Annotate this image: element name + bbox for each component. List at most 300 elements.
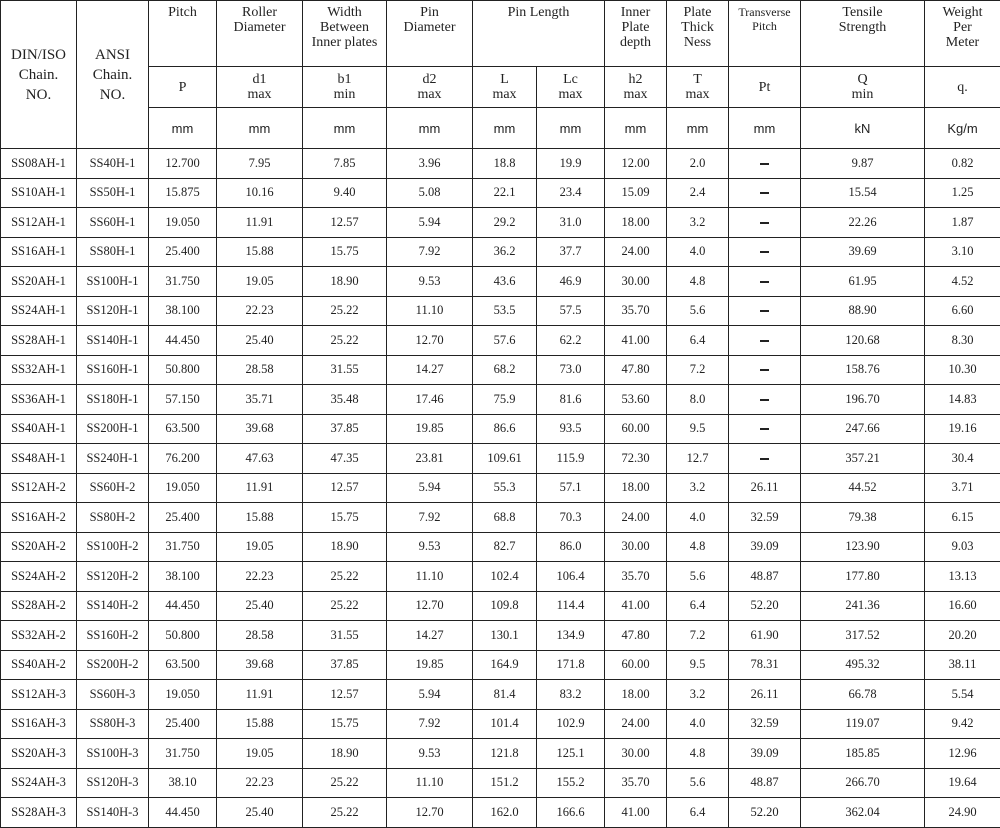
table-row bbox=[1, 208, 1000, 238]
ansi-cell: SS240H-1 bbox=[77, 444, 149, 474]
table-row bbox=[1, 768, 1000, 798]
value-cell: 18.00 bbox=[605, 680, 667, 710]
din-iso-cell: SS28AH-3 bbox=[1, 798, 77, 828]
din-iso-cell: SS16AH-3 bbox=[1, 709, 77, 739]
value-cell: 5.94 bbox=[387, 208, 473, 238]
value-cell: 60.00 bbox=[605, 414, 667, 444]
value-cell: 19.85 bbox=[387, 414, 473, 444]
table-row bbox=[1, 562, 1000, 592]
value-cell: 66.78 bbox=[801, 680, 925, 710]
din-iso-cell: SS24AH-1 bbox=[1, 296, 77, 326]
value-cell: 12.70 bbox=[387, 591, 473, 621]
value-cell: 86.6 bbox=[473, 414, 537, 444]
header-unit: mm bbox=[149, 108, 217, 149]
value-cell: 35.71 bbox=[217, 385, 303, 415]
ansi-cell: SS200H-2 bbox=[77, 650, 149, 680]
header-unit: mm bbox=[303, 108, 387, 149]
table-header bbox=[1, 1, 1000, 149]
value-cell: 28.58 bbox=[217, 355, 303, 385]
value-cell: 25.400 bbox=[149, 503, 217, 533]
value-cell: 120.68 bbox=[801, 326, 925, 356]
din-iso-cell: SS12AH-3 bbox=[1, 680, 77, 710]
din-iso-cell: SS12AH-1 bbox=[1, 208, 77, 238]
din-iso-cell: SS24AH-2 bbox=[1, 562, 77, 592]
value-cell: 4.52 bbox=[925, 267, 1000, 297]
ansi-cell: SS40H-1 bbox=[77, 149, 149, 179]
value-cell: 0.82 bbox=[925, 149, 1000, 179]
value-cell: 151.2 bbox=[473, 768, 537, 798]
value-cell: 88.90 bbox=[801, 296, 925, 326]
value-cell: 82.7 bbox=[473, 532, 537, 562]
value-cell: 37.7 bbox=[537, 237, 605, 267]
value-cell: 25.22 bbox=[303, 798, 387, 828]
header-unit: kN bbox=[801, 108, 925, 149]
value-cell: 10.16 bbox=[217, 178, 303, 208]
ansi-cell: SS60H-3 bbox=[77, 680, 149, 710]
value-cell: 6.4 bbox=[667, 326, 729, 356]
dash-mark bbox=[760, 428, 769, 430]
value-cell: 19.9 bbox=[537, 149, 605, 179]
value-cell: 266.70 bbox=[801, 768, 925, 798]
value-cell: 4.8 bbox=[667, 267, 729, 297]
header-unit: mm bbox=[387, 108, 473, 149]
din-iso-cell: SS40AH-1 bbox=[1, 414, 77, 444]
header-unit: mm bbox=[729, 108, 801, 149]
value-cell: 36.2 bbox=[473, 237, 537, 267]
table-row bbox=[1, 621, 1000, 651]
header-unit: mm bbox=[473, 108, 537, 149]
value-cell: 3.2 bbox=[667, 208, 729, 238]
value-cell: 24.90 bbox=[925, 798, 1000, 828]
value-cell: 11.91 bbox=[217, 473, 303, 503]
value-cell: 57.5 bbox=[537, 296, 605, 326]
value-cell: 38.10 bbox=[149, 768, 217, 798]
value-cell: 47.63 bbox=[217, 444, 303, 474]
value-cell: 44.450 bbox=[149, 798, 217, 828]
value-cell: 35.48 bbox=[303, 385, 387, 415]
header-plate-thickness: Plate Thick Ness bbox=[667, 1, 729, 67]
value-cell: 61.95 bbox=[801, 267, 925, 297]
din-iso-cell: SS32AH-1 bbox=[1, 355, 77, 385]
table-body bbox=[1, 149, 1000, 828]
value-cell: 61.90 bbox=[729, 621, 801, 651]
value-cell: 12.7 bbox=[667, 444, 729, 474]
value-cell: 73.0 bbox=[537, 355, 605, 385]
dash-mark bbox=[760, 458, 769, 460]
value-cell: 7.2 bbox=[667, 355, 729, 385]
value-cell: 19.16 bbox=[925, 414, 1000, 444]
value-cell: 79.38 bbox=[801, 503, 925, 533]
dash-cell bbox=[729, 326, 801, 356]
value-cell: 106.4 bbox=[537, 562, 605, 592]
value-cell: 31.0 bbox=[537, 208, 605, 238]
value-cell: 30.4 bbox=[925, 444, 1000, 474]
value-cell: 25.40 bbox=[217, 326, 303, 356]
din-iso-cell: SS08AH-1 bbox=[1, 149, 77, 179]
dash-mark bbox=[760, 399, 769, 401]
ansi-cell: SS160H-2 bbox=[77, 621, 149, 651]
value-cell: 11.10 bbox=[387, 296, 473, 326]
value-cell: 15.75 bbox=[303, 709, 387, 739]
dash-cell bbox=[729, 414, 801, 444]
value-cell: 16.60 bbox=[925, 591, 1000, 621]
value-cell: 26.11 bbox=[729, 680, 801, 710]
header-unit: mm bbox=[667, 108, 729, 149]
value-cell: 76.200 bbox=[149, 444, 217, 474]
table-row bbox=[1, 355, 1000, 385]
value-cell: 41.00 bbox=[605, 591, 667, 621]
value-cell: 24.00 bbox=[605, 709, 667, 739]
dash-mark bbox=[760, 163, 769, 165]
din-iso-cell: SS40AH-2 bbox=[1, 650, 77, 680]
value-cell: 41.00 bbox=[605, 326, 667, 356]
din-iso-cell: SS16AH-1 bbox=[1, 237, 77, 267]
dash-mark bbox=[760, 251, 769, 253]
value-cell: 31.750 bbox=[149, 532, 217, 562]
ansi-cell: SS120H-1 bbox=[77, 296, 149, 326]
table-row bbox=[1, 326, 1000, 356]
value-cell: 12.96 bbox=[925, 739, 1000, 769]
table-row bbox=[1, 444, 1000, 474]
value-cell: 50.800 bbox=[149, 355, 217, 385]
value-cell: 23.81 bbox=[387, 444, 473, 474]
value-cell: 24.00 bbox=[605, 503, 667, 533]
table-row bbox=[1, 237, 1000, 267]
din-iso-cell: SS24AH-3 bbox=[1, 768, 77, 798]
value-cell: 68.8 bbox=[473, 503, 537, 533]
value-cell: 19.05 bbox=[217, 267, 303, 297]
value-cell: 171.8 bbox=[537, 650, 605, 680]
table-row bbox=[1, 650, 1000, 680]
value-cell: 48.87 bbox=[729, 768, 801, 798]
header-unit: Kg/m bbox=[925, 108, 1000, 149]
value-cell: 5.54 bbox=[925, 680, 1000, 710]
value-cell: 13.13 bbox=[925, 562, 1000, 592]
value-cell: 9.53 bbox=[387, 739, 473, 769]
dash-mark bbox=[760, 192, 769, 194]
value-cell: 39.09 bbox=[729, 739, 801, 769]
table-row bbox=[1, 267, 1000, 297]
value-cell: 6.4 bbox=[667, 798, 729, 828]
value-cell: 6.15 bbox=[925, 503, 1000, 533]
header-symbol: d2 max bbox=[387, 67, 473, 108]
dash-cell bbox=[729, 444, 801, 474]
dash-cell bbox=[729, 149, 801, 179]
value-cell: 44.450 bbox=[149, 591, 217, 621]
value-cell: 78.31 bbox=[729, 650, 801, 680]
value-cell: 15.75 bbox=[303, 503, 387, 533]
value-cell: 185.85 bbox=[801, 739, 925, 769]
value-cell: 7.92 bbox=[387, 503, 473, 533]
ansi-cell: SS140H-3 bbox=[77, 798, 149, 828]
value-cell: 121.8 bbox=[473, 739, 537, 769]
value-cell: 22.23 bbox=[217, 768, 303, 798]
value-cell: 9.40 bbox=[303, 178, 387, 208]
ansi-cell: SS80H-2 bbox=[77, 503, 149, 533]
value-cell: 247.66 bbox=[801, 414, 925, 444]
value-cell: 28.58 bbox=[217, 621, 303, 651]
value-cell: 30.00 bbox=[605, 532, 667, 562]
table-row bbox=[1, 503, 1000, 533]
dash-mark bbox=[760, 281, 769, 283]
value-cell: 8.0 bbox=[667, 385, 729, 415]
value-cell: 7.92 bbox=[387, 709, 473, 739]
value-cell: 9.03 bbox=[925, 532, 1000, 562]
value-cell: 31.55 bbox=[303, 355, 387, 385]
value-cell: 86.0 bbox=[537, 532, 605, 562]
value-cell: 495.32 bbox=[801, 650, 925, 680]
value-cell: 4.0 bbox=[667, 709, 729, 739]
value-cell: 18.00 bbox=[605, 208, 667, 238]
symbol-row bbox=[1, 67, 1000, 108]
value-cell: 3.96 bbox=[387, 149, 473, 179]
value-cell: 4.0 bbox=[667, 503, 729, 533]
value-cell: 1.25 bbox=[925, 178, 1000, 208]
value-cell: 5.6 bbox=[667, 768, 729, 798]
header-pin-diameter: Pin Diameter bbox=[387, 1, 473, 67]
value-cell: 14.83 bbox=[925, 385, 1000, 415]
value-cell: 50.800 bbox=[149, 621, 217, 651]
din-iso-cell: SS12AH-2 bbox=[1, 473, 77, 503]
header-width-between: Width Between Inner plates bbox=[303, 1, 387, 67]
dash-mark bbox=[760, 222, 769, 224]
value-cell: 166.6 bbox=[537, 798, 605, 828]
value-cell: 18.90 bbox=[303, 532, 387, 562]
value-cell: 123.90 bbox=[801, 532, 925, 562]
din-iso-cell: SS36AH-1 bbox=[1, 385, 77, 415]
value-cell: 48.87 bbox=[729, 562, 801, 592]
value-cell: 2.0 bbox=[667, 149, 729, 179]
unit-row bbox=[1, 108, 1000, 149]
dash-cell bbox=[729, 267, 801, 297]
header-symbol: Q min bbox=[801, 67, 925, 108]
value-cell: 62.2 bbox=[537, 326, 605, 356]
value-cell: 29.2 bbox=[473, 208, 537, 238]
value-cell: 162.0 bbox=[473, 798, 537, 828]
value-cell: 25.22 bbox=[303, 562, 387, 592]
value-cell: 15.88 bbox=[217, 503, 303, 533]
value-cell: 10.30 bbox=[925, 355, 1000, 385]
value-cell: 15.09 bbox=[605, 178, 667, 208]
value-cell: 2.4 bbox=[667, 178, 729, 208]
ansi-cell: SS120H-2 bbox=[77, 562, 149, 592]
header-tensile-strength: Tensile Strength bbox=[801, 1, 925, 67]
header-inner-plate-depth: Inner Plate depth bbox=[605, 1, 667, 67]
value-cell: 25.40 bbox=[217, 591, 303, 621]
value-cell: 31.750 bbox=[149, 739, 217, 769]
value-cell: 72.30 bbox=[605, 444, 667, 474]
header-symbol: q. bbox=[925, 67, 1000, 108]
value-cell: 6.60 bbox=[925, 296, 1000, 326]
value-cell: 39.09 bbox=[729, 532, 801, 562]
value-cell: 18.8 bbox=[473, 149, 537, 179]
value-cell: 9.42 bbox=[925, 709, 1000, 739]
value-cell: 39.68 bbox=[217, 414, 303, 444]
header-symbol: d1 max bbox=[217, 67, 303, 108]
value-cell: 12.57 bbox=[303, 208, 387, 238]
value-cell: 3.10 bbox=[925, 237, 1000, 267]
ansi-cell: SS100H-1 bbox=[77, 267, 149, 297]
value-cell: 19.64 bbox=[925, 768, 1000, 798]
value-cell: 115.9 bbox=[537, 444, 605, 474]
value-cell: 241.36 bbox=[801, 591, 925, 621]
value-cell: 3.2 bbox=[667, 680, 729, 710]
header-symbol: T max bbox=[667, 67, 729, 108]
value-cell: 37.85 bbox=[303, 650, 387, 680]
value-cell: 47.80 bbox=[605, 621, 667, 651]
value-cell: 362.04 bbox=[801, 798, 925, 828]
value-cell: 18.90 bbox=[303, 739, 387, 769]
table-row bbox=[1, 709, 1000, 739]
value-cell: 39.68 bbox=[217, 650, 303, 680]
header-transverse-pitch: Transverse Pitch bbox=[729, 1, 801, 67]
table-row bbox=[1, 149, 1000, 179]
value-cell: 47.35 bbox=[303, 444, 387, 474]
value-cell: 196.70 bbox=[801, 385, 925, 415]
value-cell: 9.87 bbox=[801, 149, 925, 179]
value-cell: 31.55 bbox=[303, 621, 387, 651]
value-cell: 41.00 bbox=[605, 798, 667, 828]
header-pin-length: Pin Length bbox=[473, 1, 605, 67]
table-row bbox=[1, 680, 1000, 710]
header-unit: mm bbox=[217, 108, 303, 149]
din-iso-cell: SS48AH-1 bbox=[1, 444, 77, 474]
din-iso-cell: SS16AH-2 bbox=[1, 503, 77, 533]
value-cell: 19.050 bbox=[149, 208, 217, 238]
value-cell: 6.4 bbox=[667, 591, 729, 621]
value-cell: 4.0 bbox=[667, 237, 729, 267]
value-cell: 46.9 bbox=[537, 267, 605, 297]
value-cell: 134.9 bbox=[537, 621, 605, 651]
ansi-cell: SS80H-1 bbox=[77, 237, 149, 267]
value-cell: 11.10 bbox=[387, 562, 473, 592]
value-cell: 93.5 bbox=[537, 414, 605, 444]
din-iso-cell: SS20AH-3 bbox=[1, 739, 77, 769]
header-unit: mm bbox=[605, 108, 667, 149]
value-cell: 109.61 bbox=[473, 444, 537, 474]
value-cell: 1.87 bbox=[925, 208, 1000, 238]
header-symbol: L max bbox=[473, 67, 537, 108]
value-cell: 7.85 bbox=[303, 149, 387, 179]
value-cell: 11.91 bbox=[217, 208, 303, 238]
value-cell: 37.85 bbox=[303, 414, 387, 444]
value-cell: 22.23 bbox=[217, 296, 303, 326]
value-cell: 52.20 bbox=[729, 591, 801, 621]
value-cell: 24.00 bbox=[605, 237, 667, 267]
value-cell: 17.46 bbox=[387, 385, 473, 415]
value-cell: 38.100 bbox=[149, 562, 217, 592]
value-cell: 109.8 bbox=[473, 591, 537, 621]
value-cell: 53.5 bbox=[473, 296, 537, 326]
value-cell: 11.10 bbox=[387, 768, 473, 798]
value-cell: 9.53 bbox=[387, 267, 473, 297]
value-cell: 12.00 bbox=[605, 149, 667, 179]
value-cell: 9.5 bbox=[667, 414, 729, 444]
value-cell: 18.00 bbox=[605, 473, 667, 503]
value-cell: 5.08 bbox=[387, 178, 473, 208]
value-cell: 26.11 bbox=[729, 473, 801, 503]
dash-cell bbox=[729, 355, 801, 385]
din-iso-cell: SS20AH-1 bbox=[1, 267, 77, 297]
ansi-cell: SS100H-2 bbox=[77, 532, 149, 562]
value-cell: 5.6 bbox=[667, 562, 729, 592]
value-cell: 12.700 bbox=[149, 149, 217, 179]
value-cell: 119.07 bbox=[801, 709, 925, 739]
value-cell: 125.1 bbox=[537, 739, 605, 769]
table-row bbox=[1, 473, 1000, 503]
dash-cell bbox=[729, 178, 801, 208]
value-cell: 114.4 bbox=[537, 591, 605, 621]
table-row bbox=[1, 591, 1000, 621]
value-cell: 23.4 bbox=[537, 178, 605, 208]
value-cell: 12.70 bbox=[387, 798, 473, 828]
value-cell: 5.6 bbox=[667, 296, 729, 326]
dash-cell bbox=[729, 385, 801, 415]
dash-mark bbox=[760, 340, 769, 342]
value-cell: 32.59 bbox=[729, 709, 801, 739]
header-ansi: ANSI Chain. NO. bbox=[77, 1, 149, 149]
value-cell: 57.1 bbox=[537, 473, 605, 503]
value-cell: 75.9 bbox=[473, 385, 537, 415]
dash-cell bbox=[729, 237, 801, 267]
value-cell: 12.57 bbox=[303, 680, 387, 710]
ansi-cell: SS120H-3 bbox=[77, 768, 149, 798]
table-row bbox=[1, 739, 1000, 769]
value-cell: 9.53 bbox=[387, 532, 473, 562]
table-row bbox=[1, 178, 1000, 208]
value-cell: 20.20 bbox=[925, 621, 1000, 651]
value-cell: 155.2 bbox=[537, 768, 605, 798]
header-symbol: Lc max bbox=[537, 67, 605, 108]
value-cell: 19.05 bbox=[217, 532, 303, 562]
value-cell: 32.59 bbox=[729, 503, 801, 533]
value-cell: 7.2 bbox=[667, 621, 729, 651]
header-symbol: Pt bbox=[729, 67, 801, 108]
value-cell: 19.050 bbox=[149, 680, 217, 710]
value-cell: 11.91 bbox=[217, 680, 303, 710]
value-cell: 35.70 bbox=[605, 562, 667, 592]
value-cell: 102.9 bbox=[537, 709, 605, 739]
ansi-cell: SS140H-2 bbox=[77, 591, 149, 621]
value-cell: 25.22 bbox=[303, 591, 387, 621]
value-cell: 57.150 bbox=[149, 385, 217, 415]
table-row bbox=[1, 414, 1000, 444]
table-row bbox=[1, 296, 1000, 326]
value-cell: 130.1 bbox=[473, 621, 537, 651]
value-cell: 357.21 bbox=[801, 444, 925, 474]
value-cell: 19.050 bbox=[149, 473, 217, 503]
value-cell: 44.450 bbox=[149, 326, 217, 356]
value-cell: 63.500 bbox=[149, 650, 217, 680]
ansi-cell: SS60H-1 bbox=[77, 208, 149, 238]
value-cell: 25.40 bbox=[217, 798, 303, 828]
value-cell: 7.92 bbox=[387, 237, 473, 267]
value-cell: 55.3 bbox=[473, 473, 537, 503]
value-cell: 35.70 bbox=[605, 768, 667, 798]
value-cell: 5.94 bbox=[387, 473, 473, 503]
value-cell: 31.750 bbox=[149, 267, 217, 297]
din-iso-cell: SS28AH-1 bbox=[1, 326, 77, 356]
value-cell: 25.22 bbox=[303, 326, 387, 356]
ansi-cell: SS50H-1 bbox=[77, 178, 149, 208]
value-cell: 3.71 bbox=[925, 473, 1000, 503]
ansi-cell: SS200H-1 bbox=[77, 414, 149, 444]
value-cell: 5.94 bbox=[387, 680, 473, 710]
value-cell: 15.88 bbox=[217, 237, 303, 267]
ansi-cell: SS100H-3 bbox=[77, 739, 149, 769]
value-cell: 15.75 bbox=[303, 237, 387, 267]
value-cell: 12.70 bbox=[387, 326, 473, 356]
